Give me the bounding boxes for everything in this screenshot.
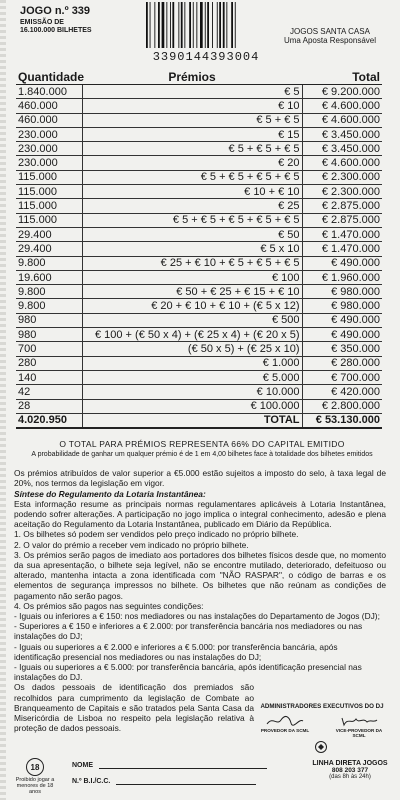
prize-quantity: 1.840.000 (16, 85, 82, 99)
admin-block (256, 703, 388, 738)
brand-tagline: Uma Aposta Responsável (283, 35, 376, 45)
prize-amount: € 25 + € 10 + € 5 + € 5 + € 5 (82, 256, 302, 270)
prize-amount: € 10 (82, 99, 302, 113)
prize-total: € 420.000 (302, 385, 382, 399)
age-restriction (14, 758, 56, 795)
game-number: JOGO n.º 339 (20, 5, 91, 17)
age-restriction-icon: 18 (26, 758, 44, 776)
prize-row (16, 385, 382, 399)
prize-row (16, 142, 382, 156)
signature-label-1: PROVEDOR DA SCML (260, 728, 310, 733)
prize-row (16, 285, 382, 299)
prize-total: € 490.000 (302, 256, 382, 270)
privacy-note: Os dados pessoais de identificação dos premiados são recolhidos para cumprimento da legislação de Combate ao Branqueamento de Capitais e são tratados pela Santa Casa da Misericórdia de Lisboa no respeito pela legislação relativa à proteção de dados pessoais. (14, 682, 254, 734)
prize-total: € 490.000 (302, 328, 382, 342)
prize-amount: € 5 + € 5 (82, 113, 302, 127)
name-label: NOME (72, 762, 93, 769)
prize-amount: € 500 (82, 313, 302, 327)
prize-quantity: 460.000 (16, 99, 82, 113)
condition-1: - Iguais ou inferiores a € 150: nos mediadores ou nas instalações do Departamento de Jogos (DJ); (14, 610, 380, 621)
game-info (20, 6, 92, 34)
prize-total: € 4.600.000 (302, 99, 382, 113)
prize-total: € 4.600.000 (302, 113, 382, 127)
name-field[interactable] (72, 762, 267, 778)
rules-title: Síntese do Regulamento da Lotaria Instantânea: (14, 488, 206, 499)
total-value: € 53.130.000 (302, 413, 382, 428)
prize-row (16, 199, 382, 213)
prize-amount: € 5 + € 5 + € 5 (82, 142, 302, 156)
prize-total: € 980.000 (302, 299, 382, 313)
prize-amount: € 15 (82, 127, 302, 141)
prize-row (16, 399, 382, 413)
name-line[interactable] (99, 768, 267, 769)
prize-total: € 280.000 (302, 356, 382, 370)
prize-quantity: 29.400 (16, 242, 82, 256)
emblem-icon (314, 740, 328, 754)
prize-total: € 4.600.000 (302, 156, 382, 170)
total-label: TOTAL (82, 413, 302, 428)
prize-row (16, 342, 382, 356)
prize-quantity: 28 (16, 399, 82, 413)
ticket-header (14, 0, 390, 70)
prize-amount: € 100 + (€ 50 x 4) + (€ 25 x 4) + (€ 20 x 5) (82, 328, 302, 342)
helpline (304, 760, 396, 781)
prize-row (16, 356, 382, 370)
prize-row (16, 270, 382, 284)
prize-row (16, 185, 382, 199)
prize-row (16, 170, 382, 184)
prize-amount: € 20 (82, 156, 302, 170)
prize-row (16, 256, 382, 270)
prize-row (16, 227, 382, 241)
prize-total: € 350.000 (302, 342, 382, 356)
prize-row (16, 328, 382, 342)
prize-total: € 2.875.000 (302, 213, 382, 227)
prize-total: € 700.000 (302, 370, 382, 384)
perforated-edge (0, 0, 6, 800)
signatures (256, 714, 388, 738)
prize-quantity: 19.600 (16, 270, 82, 284)
prize-amount: € 1.000 (82, 356, 302, 370)
prize-total: € 2.800.000 (302, 399, 382, 413)
col-header-quantity: Quantidade (18, 70, 85, 84)
rules-intro: Esta informação resume as principais normas regulamentares aplicáveis à Lotaria Instantânea, podendo sofrer alterações. A participação no jogo implica o integral conhecimento, adesão e plena aceitação do Regulamento da Lotaria Instantânea, publicado em Diário da República. (14, 498, 386, 530)
prize-amount: € 25 (82, 199, 302, 213)
barcode-number: 3390144393004 (152, 50, 260, 64)
prize-quantity: 9.800 (16, 299, 82, 313)
signature-icon (339, 714, 379, 728)
prize-quantity: 230.000 (16, 142, 82, 156)
prize-row (16, 299, 382, 313)
signature-provedor (256, 714, 314, 734)
prize-amount: € 5 + € 5 + € 5 + € 5 + € 5 (82, 213, 302, 227)
prize-row (16, 370, 382, 384)
prize-quantity: 115.000 (16, 185, 82, 199)
prize-quantity: 280 (16, 356, 82, 370)
condition-4: - Iguais ou superiores a € 5.000: por transferência bancária, após identificação presencial nas instalações do DJ. (14, 661, 362, 683)
prize-quantity: 230.000 (16, 156, 82, 170)
condition-3: - Iguais ou superiores a € 2.000 e inferiores a € 5.000: por transferência bancária, após identificação presencial nos mediadores ou nas instalações do DJ; (14, 641, 338, 662)
brand-block (284, 28, 376, 46)
col-header-total: Total (302, 70, 382, 85)
prize-amount: € 5 (82, 85, 302, 99)
prize-quantity: 115.000 (16, 199, 82, 213)
prize-total: € 2.300.000 (302, 185, 382, 199)
prize-amount: € 50 (82, 227, 302, 241)
rule-2: 2. O valor do prémio a receber vem indicado no próprio bilhete. (14, 539, 249, 550)
prize-total: € 980.000 (302, 285, 382, 299)
helpline-title: LINHA DIRETA JOGOS (312, 760, 388, 767)
prize-total: € 1.470.000 (302, 242, 382, 256)
prize-quantity: 980 (16, 328, 82, 342)
id-line[interactable] (116, 784, 256, 785)
prize-total: € 9.200.000 (302, 85, 382, 99)
prize-row (16, 313, 382, 327)
win-probability: A probabilidade de ganhar um qualquer prémio é de 1 em 4,00 bilhetes face à totalidade dos bilhetes emitidos (31, 451, 373, 459)
prize-quantity: 700 (16, 342, 82, 356)
prize-amount: € 50 + € 25 + € 15 + € 10 (82, 285, 302, 299)
tax-note: Os prémios atribuídos de valor superior a €5.000 estão sujeitos a imposto do selo, à taxa legal de 20%, nos termos da legislação em vigor. (14, 468, 386, 489)
prize-quantity: 460.000 (16, 113, 82, 127)
age-restriction-text: Proibido jogar a menores de 18 anos (15, 777, 55, 795)
signature-icon (265, 714, 305, 728)
capital-percentage: O TOTAL PARA PRÉMIOS REPRESENTA 66% DO CAPITAL EMITIDO (59, 439, 345, 450)
prize-amount: (€ 50 x 5) + (€ 25 x 10) (82, 342, 302, 356)
rule-3: 3. Os prémios serão pagos de imediato aos portadores dos bilhetes físicos desde que, no momento da sua apresentação, o bilhete seja legível, não se encontre mutilado, deteriorado, defeituoso ou alterado, mantenha intacta a zona identificada com "NÃO RASPAR", o código de barras e os elementos de segurança impressos no bilhete. Os bilhetes que não reúnam as condições de pagamento não serão pagos. (14, 549, 386, 601)
prize-row (16, 99, 382, 113)
prize-amount: € 100 (82, 270, 302, 284)
id-field[interactable] (72, 778, 267, 794)
prize-row (16, 85, 382, 99)
col-header-prizes: Prémios (82, 70, 302, 85)
rule-4: 4. Os prémios são pagos nas seguintes condições: (14, 600, 204, 611)
prize-quantity: 980 (16, 313, 82, 327)
prize-quantity: 115.000 (16, 170, 82, 184)
total-row (16, 413, 382, 428)
rule-1: 1. Os bilhetes só podem ser vendidos pelo preço indicado no próprio bilhete. (14, 529, 299, 540)
prize-total: € 3.450.000 (302, 142, 382, 156)
prize-quantity: 42 (16, 385, 82, 399)
prize-total: € 3.450.000 (302, 127, 382, 141)
prize-quantity: 29.400 (16, 227, 82, 241)
prize-quantity: 115.000 (16, 213, 82, 227)
prize-amount: € 10.000 (82, 385, 302, 399)
signature-label-2: VICE-PROVEDOR DA SCML (335, 728, 383, 738)
emission-line1: EMISSÃO DE (20, 18, 64, 26)
prize-total: € 490.000 (302, 313, 382, 327)
prize-quantity: 9.800 (16, 285, 82, 299)
prize-amount: € 20 + € 10 + € 10 + (€ 5 x 12) (82, 299, 302, 313)
prize-row (16, 213, 382, 227)
prize-row (16, 113, 382, 127)
rules-section (14, 468, 386, 733)
prize-row (16, 242, 382, 256)
prize-total: € 1.960.000 (302, 270, 382, 284)
prize-total: € 2.300.000 (302, 170, 382, 184)
prize-amount: € 100.000 (82, 399, 302, 413)
prize-quantity: 9.800 (16, 256, 82, 270)
ticket-footer (14, 758, 394, 798)
emission-line2: 16.100.000 BILHETES (20, 26, 92, 34)
helpline-phone: 808 203 377 (331, 767, 369, 774)
winner-fields (72, 762, 267, 794)
barcode-icon (144, 2, 266, 48)
prize-quantity: 230.000 (16, 127, 82, 141)
prize-amount: € 10 + € 10 (82, 185, 302, 199)
signature-vice (330, 714, 388, 738)
brand-name: JOGOS SANTA CASA (290, 27, 370, 36)
total-quantity: 4.020.950 (16, 413, 82, 428)
prize-row (16, 156, 382, 170)
prize-amount: € 5.000 (82, 370, 302, 384)
admin-title: ADMINISTRADORES EXECUTIVOS DO DJ (260, 703, 384, 710)
prize-total: € 2.875.000 (302, 199, 382, 213)
prize-amount: € 5 + € 5 + € 5 + € 5 (82, 170, 302, 184)
id-label: N.º B.I./C.C. (72, 778, 111, 785)
prize-row (16, 127, 382, 141)
prize-amount: € 5 x 10 (82, 242, 302, 256)
prize-table (16, 70, 382, 429)
prize-total: € 1.470.000 (302, 227, 382, 241)
prize-quantity: 140 (16, 370, 82, 384)
condition-2: - Superiores a € 150 e inferiores a € 2.000: por transferência bancária nos mediadores ou nas instalações do DJ; (14, 621, 363, 642)
helpline-hours: (das 8h às 24h) (329, 774, 371, 780)
